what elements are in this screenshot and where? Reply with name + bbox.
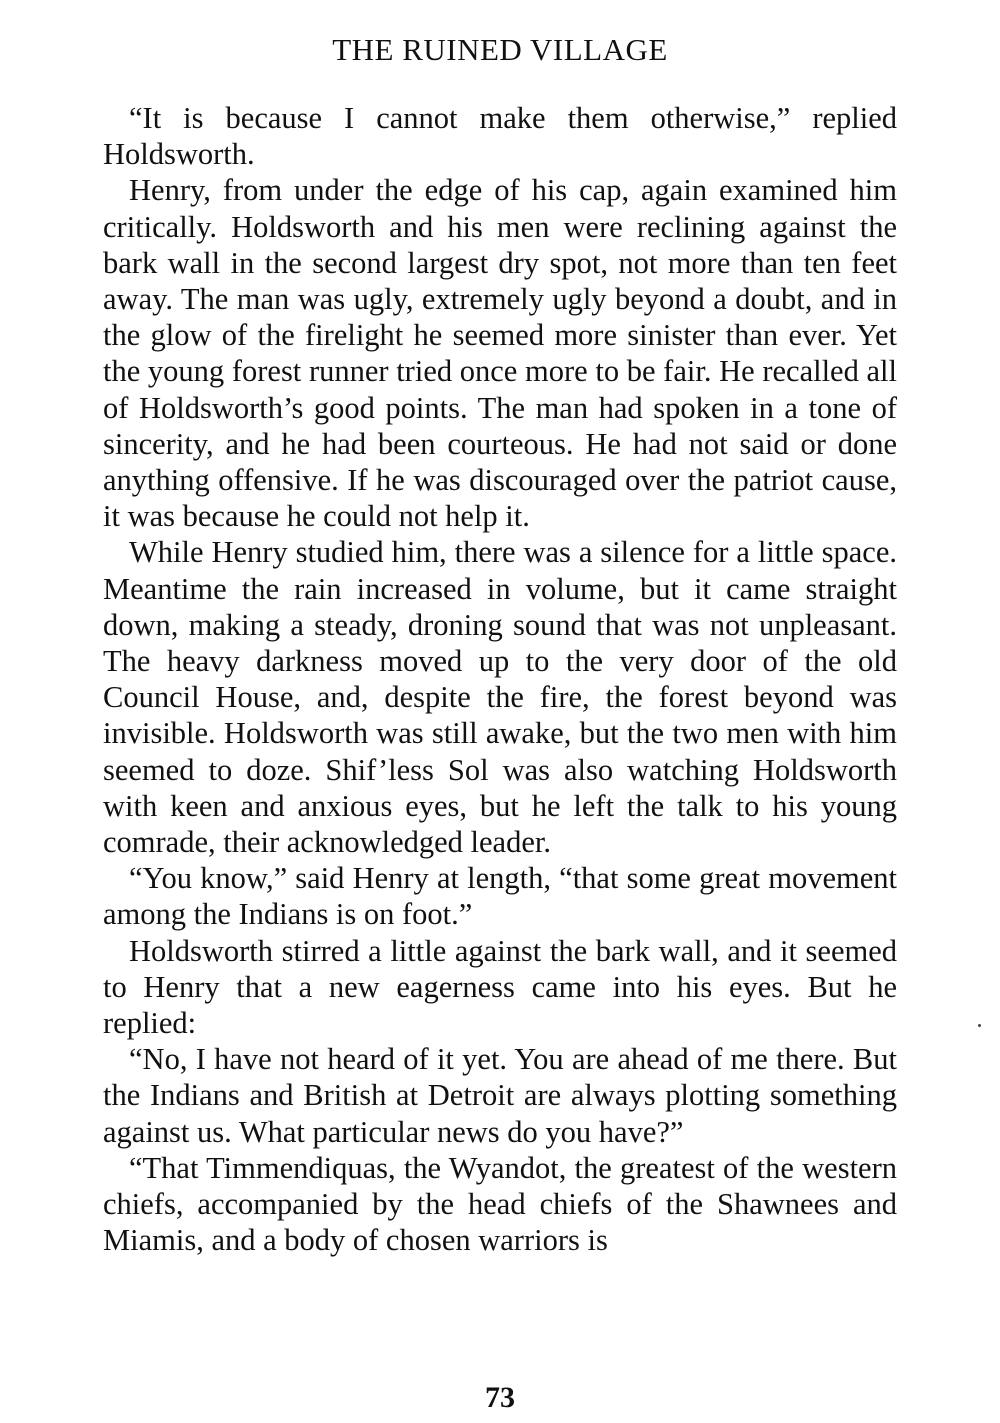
paragraph-7: “That Timmendiquas, the Wyandot, the greatest of the western chiefs, accompanied by the head chiefs of the Shawnees and Miamis, and a body of chosen warriors is bbox=[103, 1150, 897, 1258]
scan-speck bbox=[978, 1024, 981, 1027]
body-text bbox=[103, 100, 897, 1259]
page-number: 73 bbox=[485, 1381, 515, 1414]
running-head: THE RUINED VILLAGE bbox=[332, 32, 668, 67]
paragraph-1: “It is because I cannot make them otherwise,” replied Holdsworth. bbox=[103, 101, 897, 172]
paragraph-6: “No, I have not heard of it yet. You are ahead of me there. But the Indians and British at Detroit are always plotting something against us. What particular news do you have?” bbox=[103, 1042, 897, 1149]
paragraph-3: While Henry studied him, there was a silence for a little space. Meantime the rain increased in volume, but it came straight down, making a steady, droning sound that was not unpleasant. The heavy darkness moved up to the very door of the old Council House, and, despite the fire, the forest beyond was invisible. Holdsworth was still awake, but the two men with him seemed to doze. Shif’less Sol was also watching Holdsworth with keen and anxious eyes, but he left the talk to his young comrade, their acknowledged leader. bbox=[103, 535, 897, 860]
paragraph-4: “You know,” said Henry at length, “that some great movement among the Indians is on foot.” bbox=[103, 861, 897, 932]
paragraph-2: Henry, from under the edge of his cap, again examined him critically. Holdsworth and his men were reclining against the bark wall in the second largest dry spot, not more than ten feet away. The man was ugly, extremely ugly beyond a doubt, and in the glow of the firelight he seemed more sinister than ever. Yet the young forest runner tried once more to be fair. He recalled all of Holdsworth’s good points. The man had spoken in a tone of sincerity, and he had been courteous. He had not said or done anything offensive. If he was discouraged over the patriot cause, it was because he could not help it. bbox=[103, 173, 897, 534]
paragraph-5: Holdsworth stirred a little against the bark wall, and it seemed to Henry that a new eagerness came into his eyes. But he replied: bbox=[103, 933, 897, 1041]
